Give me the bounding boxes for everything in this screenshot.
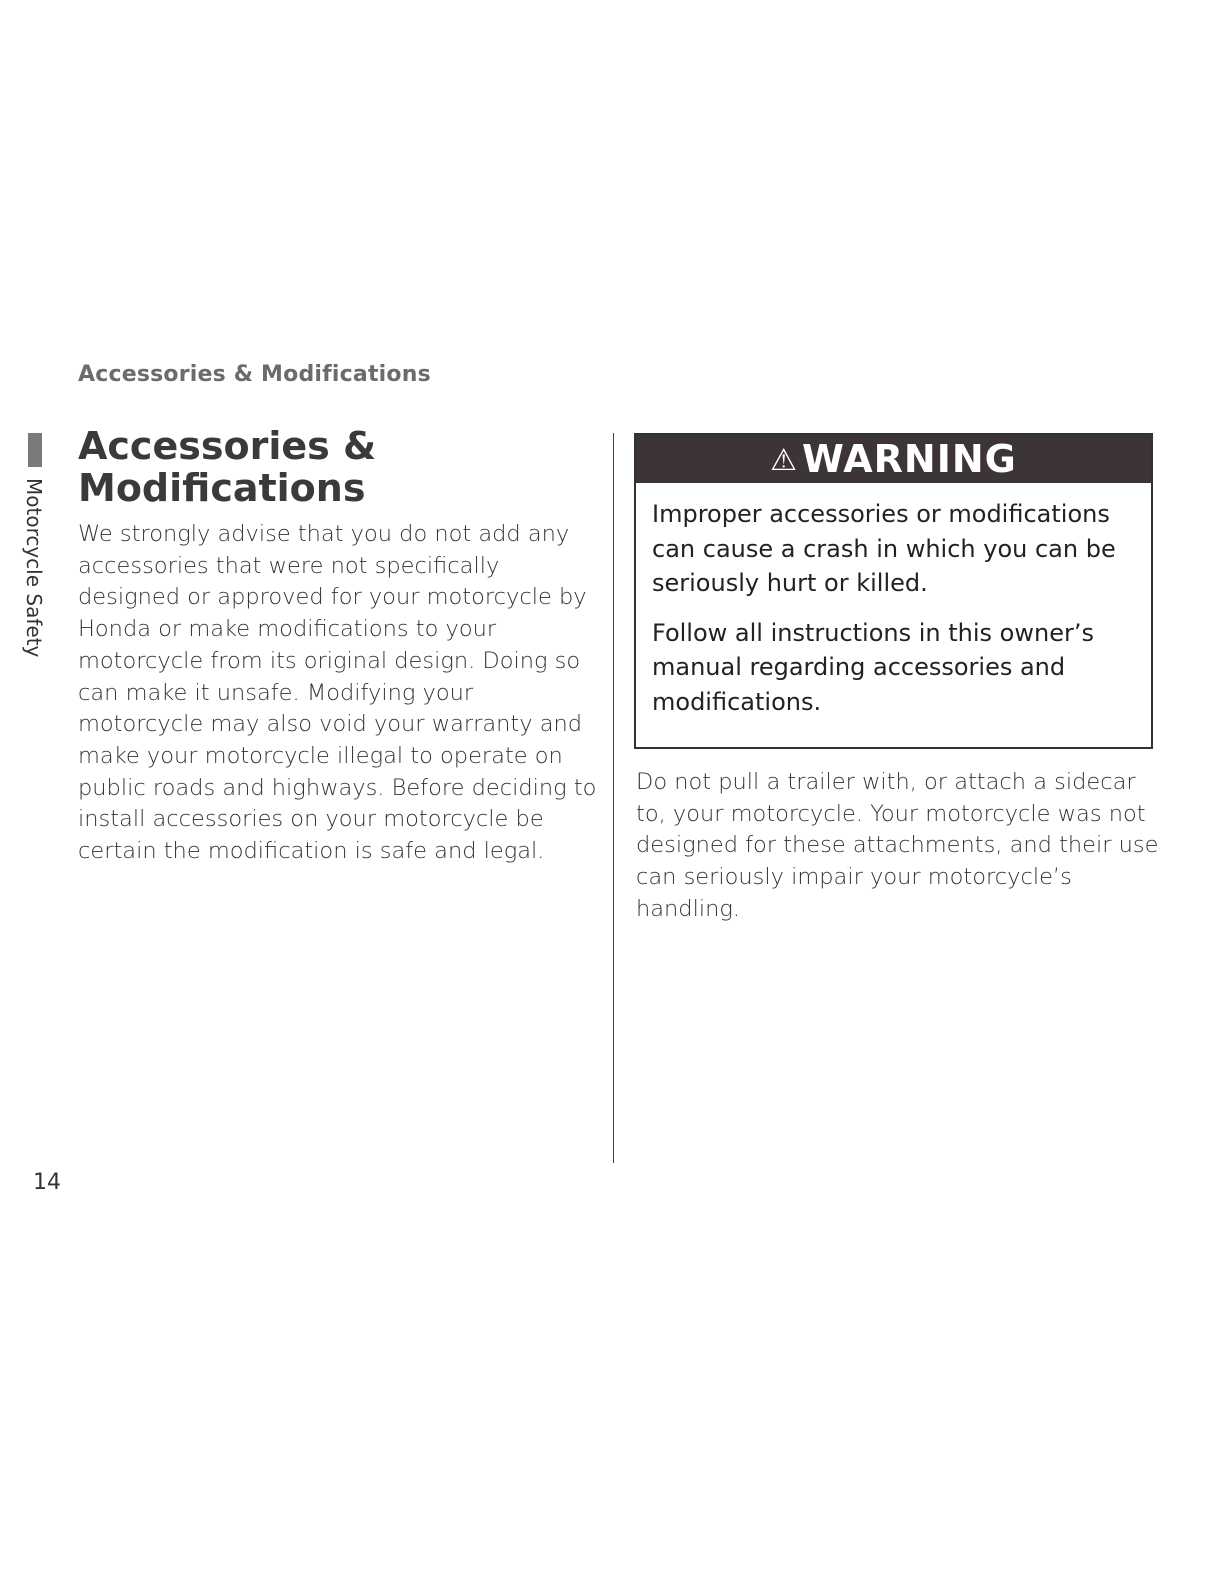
warning-paragraph-1: Improper accessories or modifications can cause a crash in which you can be seriously hurt or killed. [652,500,1116,597]
section-title-line2: Modifications [78,466,366,510]
trailer-paragraph: Do not pull a trailer with, or attach a sidecar to, your motorcycle. Your motorcycle was not designed for these attachments, and their use can seriously impair your motorcycle’s handling. [636,769,1159,922]
warning-header [636,435,1151,483]
warning-box [634,433,1153,749]
running-head: Accessories & Modifications [78,362,431,387]
warning-label: WARNING [802,437,1017,481]
page-number: 14 [33,1170,61,1195]
section-tab-label: Motorcycle Safety [22,478,46,658]
right-column [636,767,1166,926]
warning-paragraph-2: Follow all instructions in this owner’s manual regarding accessories and modifications. [652,618,1094,716]
warning-body [636,483,1151,719]
section-title [78,425,598,509]
section-tab-marker [28,433,42,467]
section-title-line1: Accessories & [78,424,377,468]
left-column [78,425,598,868]
column-divider [613,433,614,1163]
warning-triangle-icon: ⚠ [770,443,799,478]
intro-paragraph: We strongly advise that you do not add any accessories that were not specifically designed or approved for your motorcycle by Honda or make modifications to your motorcycle from its original design. Doing so can make it unsafe. Modifying your motorcycle may also void your warranty and make your motorcycle illegal to operate on public roads and highways. Before deciding to install accessories on your motorcycle be certain the modification is safe and legal. [78,521,597,865]
